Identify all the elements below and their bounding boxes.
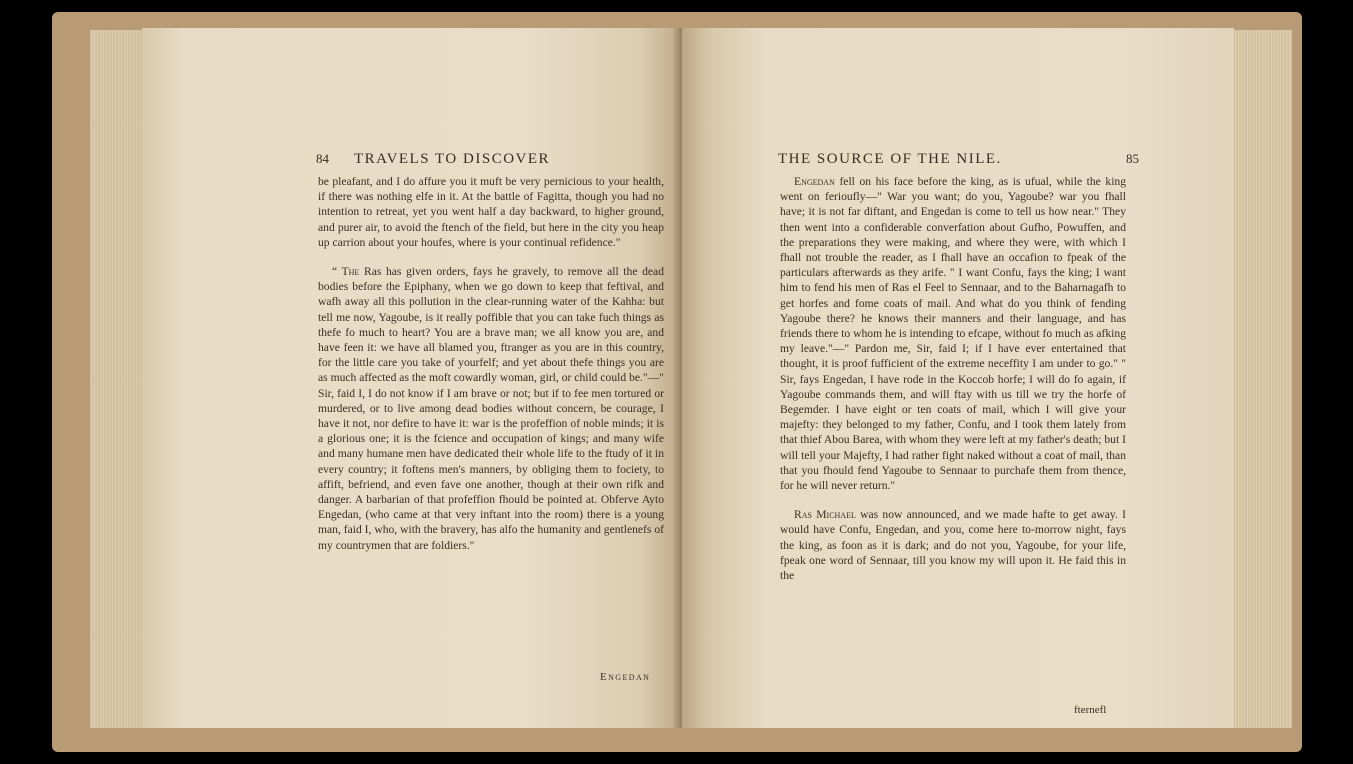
left-page-number: 84 [316,151,329,166]
right-paragraph-2: Ras Michael was now announced, and we made hafte to get away. I would have Confu, Engedan, and you, come here to-morrow night, fays the king, as foon as it is dark; and do not you, Yagoube, for your life, fpeak one word of Sennaar, till you know my will upon it. He faid this in the [780,508,1126,583]
left-page [142,28,682,728]
right-page-number: 85 [1126,151,1139,166]
left-header-title: TRAVELS TO DISCOVER [354,151,551,167]
right-running-head [778,151,1148,173]
right-body-text [780,174,1126,583]
right-header-title: THE SOURCE OF THE NILE. [778,151,1002,167]
left-running-head [318,151,678,173]
page-edges-right [1234,30,1292,728]
left-body-text [318,174,664,553]
left-paragraph-1: be pleafant, and I do affure you it muft be very pernicious to your health, if there was nothing elfe in it. At the battle of Fagitta, though you had no intention to retreat, yet you went half a day backward, to higher ground, and purer air, to avoid the ftench of the field, but here in the city you heap up carrion about your houfes, where is your continual refidence." [318,175,664,249]
right-catchword: fternefl [1074,704,1107,716]
left-paragraph-2: “ The Ras has given orders, fays he gravely, to remove all the dead bodies before the Epiphany, when we go down to keep that feftival, and wafh away all this pollution in the clear-running water of the Kahha: but tell me now, Yagoube, is it really poffible that you can take fuch things as thefe fo much to heart? You are a brave man; we all know you are, and have feen it: we have all blamed you, ftranger as you are in this country, for the little care you take of yourfelf; and yet about thefe things you are as much affected as the moft cowardly woman, girl, or child could be."—" Sir, faid I, I do not know if I am brave or not; but if to fee men tortured or murdered, or to live among dead bodies without concern, be courage, I have it not, nor defire to have it: war is the profeffion of noble minds; it is a glorious one; it is the fcience and occupation of kings; and many wife and many humane men have dedicated their whole life to the ftudy of it in every country; it foftens men's manners, by obliging them to fociety, to affift, befriend, and even fave one another, though at their own rifk and danger. A barbarian of that profeffion fhould be pointed at. Obferve Ayto Engedan, (who came at that very inftant into the room) there is a young man, faid I, who, with the bravery, has alfo the humanity and gentlenefs of my countrymen that are foldiers." [318,265,664,552]
right-page [682,28,1234,728]
open-book [52,12,1302,752]
right-paragraph-1: Engedan fell on his face before the king, as is ufual, while the king went on ferioufly—" War you want; do you, Yagoube? war you fhall have; it is not far diftant, and Engedan is come to tell us how near." They then went into a confiderable converfation about Gufho, Powuffen, and the preparations they were making, and where they were, with which I fhall not trouble the reader, as I fhall have an occafion to fpeak of the particulars afterwards as they arife. " I want Confu, fays the king; I want him to fend his men of Ras el Feel to Sennaar, and to the Baharnagafh to get horfes and fome coats of mail. And what do you think of fending Yagoube there? he knows their manners and their language, and has friends there to whom he is intending to efcape, without fo much as afking my leave."—" Pardon me, Sir, faid I; if I have ever entertained that thought, it is proof fufficient of the extreme neceffity I am under to go." " Sir, fays Engedan, I have rode in the Koccob horfe; I will do fo again, if Yagoube commands them, and will ftay with us till we try the horfe of Begemder. I have eight or ten coats of mail, which I will give your majefty: they belonged to my father, Confu, and I took them lately from that thief Abou Barea, with whom they were left at my father's death; but I will tell your Majefty, I had rather fight naked without a coat of mail, than that you fhould fend Yagoube to Sennaar to purchafe them from thence, for he will never return." [780,175,1127,493]
page-edges-left [90,30,144,728]
left-catchword: Engedan [600,671,651,683]
